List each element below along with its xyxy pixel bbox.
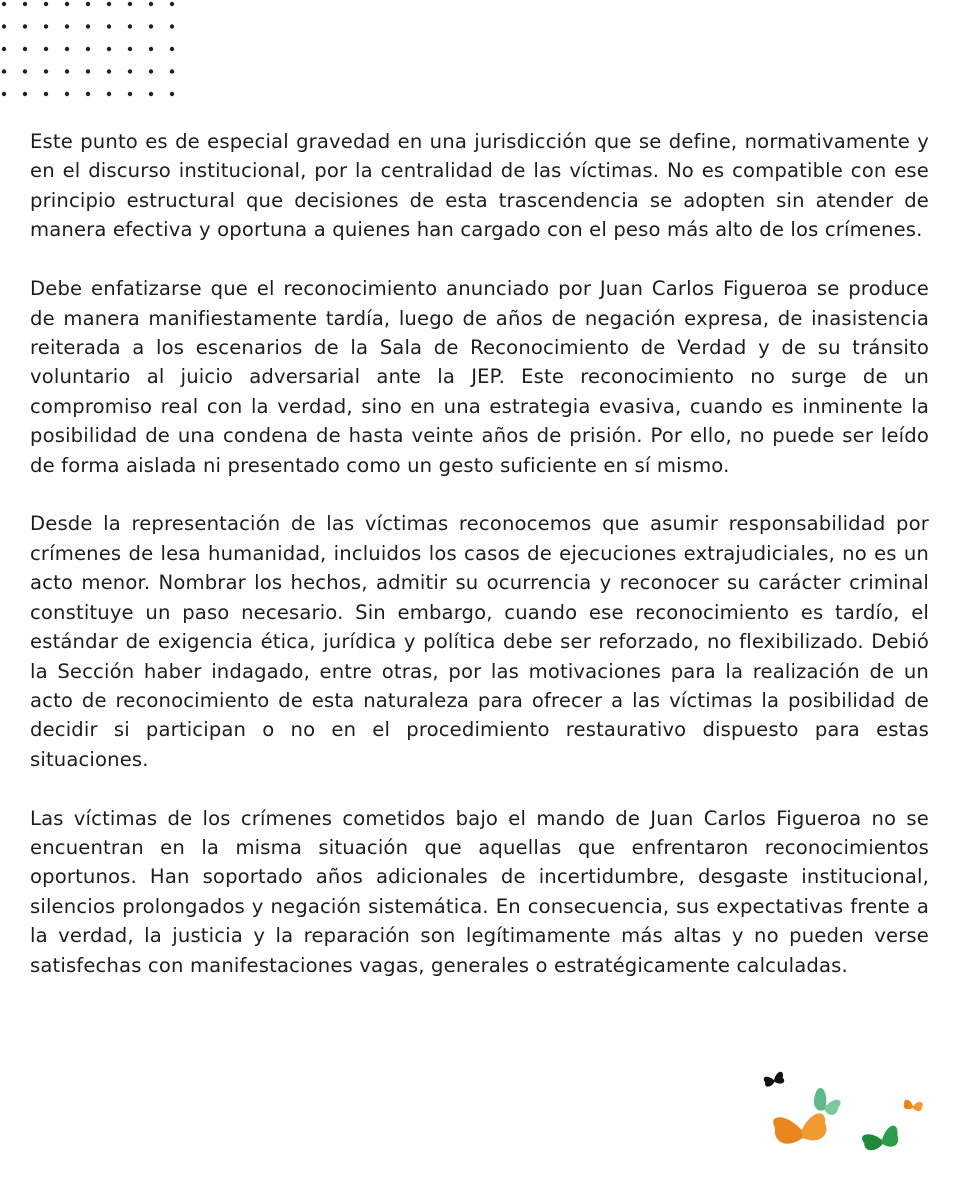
grid-dot: [107, 47, 111, 51]
grid-dot: [65, 69, 69, 73]
paragraph-2: Debe enfatizarse que el reconocimiento anunciado por Juan Carlos Figueroa se produce de manera manifiestamente tardía, luego de años de negación expresa, de inasistencia reiterada a los escenarios de la Sala de Reconocimiento de Verdad y de su tránsito voluntario al juicio adversarial ante la JEP. Este reconocimiento no surge de un compromiso real con la verdad, sino en una estrategia evasiva, cuando es inminente la posibilidad de una condena de hasta veinte años de prisión. Por ello, no puede ser leído de forma aislada ni presentado como un gesto suficiente en sí mismo.: [30, 277, 929, 477]
grid-dot: [149, 47, 153, 51]
grid-dot: [149, 92, 153, 96]
grid-dot: [128, 24, 132, 28]
grid-dot: [2, 92, 6, 96]
grid-dot: [128, 2, 132, 6]
grid-dot: [44, 24, 48, 28]
grid-dot: [170, 69, 174, 73]
grid-dot: [86, 69, 90, 73]
grid-dot: [44, 2, 48, 6]
grid-dot: [44, 69, 48, 73]
grid-dot: [128, 92, 132, 96]
grid-dot: [128, 47, 132, 51]
grid-dot: [149, 24, 153, 28]
grid-dot: [86, 92, 90, 96]
grid-dot: [2, 47, 6, 51]
paragraph-4: Las víctimas de los crímenes cometidos bajo el mando de Juan Carlos Figueroa no se encuentran en la misma situación que aquellas que enfrentaron reconocimientos oportunos. Han soportado años adicionales de incertidumbre, desgaste institucional, silencios prolongados y negación sistemática. En consecuencia, sus expectativas frente a la verdad, la justicia y la reparación son legítimamente más altas y no pueden verse satisfechas con manifestaciones vagas, generales o estratégicamente calculadas.: [30, 806, 929, 977]
grid-dot: [149, 69, 153, 73]
grid-dot: [23, 2, 27, 6]
paragraph-1: Este punto es de especial gravedad en una jurisdicción que se define, normativamente y en el discurso institucional, por la centralidad de las víctimas. No es compatible con ese principio estructural que decisiones de esta trascendencia se adopten sin atender de manera efectiva y oportuna a quienes han cargado con el peso más alto de los crímenes.: [30, 130, 929, 242]
document-body: [30, 127, 929, 1010]
grid-dot: [107, 2, 111, 6]
grid-dot: [86, 2, 90, 6]
butterflies-decoration: [750, 1060, 950, 1180]
small-orange-butterfly-icon: [903, 1099, 923, 1112]
dot-grid-decoration: [0, 0, 180, 100]
paragraph-3: Desde la representación de las víctimas reconocemos que asumir responsabilidad por crímenes de lesa humanidad, incluidos los casos de ejecuciones extrajudiciales, no es un acto menor. Nombrar los hechos, admitir su ocurrencia y reconocer su carácter criminal constituye un paso necesario. Sin embargo, cuando ese reconocimiento es tardío, el estándar de exigencia ética, jurídica y política debe ser reforzado, no flexibilizado. Debió la Sección haber indagado, entre otras, por las motivaciones para la realización de un acto de reconocimiento de esta naturaleza para ofrecer a las víctimas la posibilidad de decidir si participan o no en el procedimiento restaurativo dispuesto para estas situaciones.: [30, 512, 929, 771]
grid-dot: [107, 92, 111, 96]
grid-dot: [65, 47, 69, 51]
grid-dot: [23, 24, 27, 28]
grid-dot: [170, 92, 174, 96]
grid-dot: [2, 2, 6, 6]
grid-dot: [86, 47, 90, 51]
green-butterfly-icon: [861, 1125, 900, 1152]
grid-dot: [86, 24, 90, 28]
grid-dot: [23, 69, 27, 73]
grid-dot: [2, 24, 6, 28]
grid-dot: [128, 69, 132, 73]
orange-butterfly-icon: [773, 1111, 828, 1146]
grid-dot: [65, 24, 69, 28]
grid-dot: [23, 92, 27, 96]
teal-butterfly-icon: [810, 1087, 843, 1117]
grid-dot: [65, 92, 69, 96]
grid-dot: [170, 47, 174, 51]
grid-dot: [149, 2, 153, 6]
black-butterfly-icon: [763, 1071, 785, 1088]
grid-dot: [107, 69, 111, 73]
grid-dot: [65, 2, 69, 6]
grid-dot: [170, 2, 174, 6]
grid-dot: [170, 24, 174, 28]
grid-dot: [2, 69, 6, 73]
grid-dot: [44, 92, 48, 96]
grid-dot: [23, 47, 27, 51]
grid-dot: [44, 47, 48, 51]
grid-dot: [107, 24, 111, 28]
